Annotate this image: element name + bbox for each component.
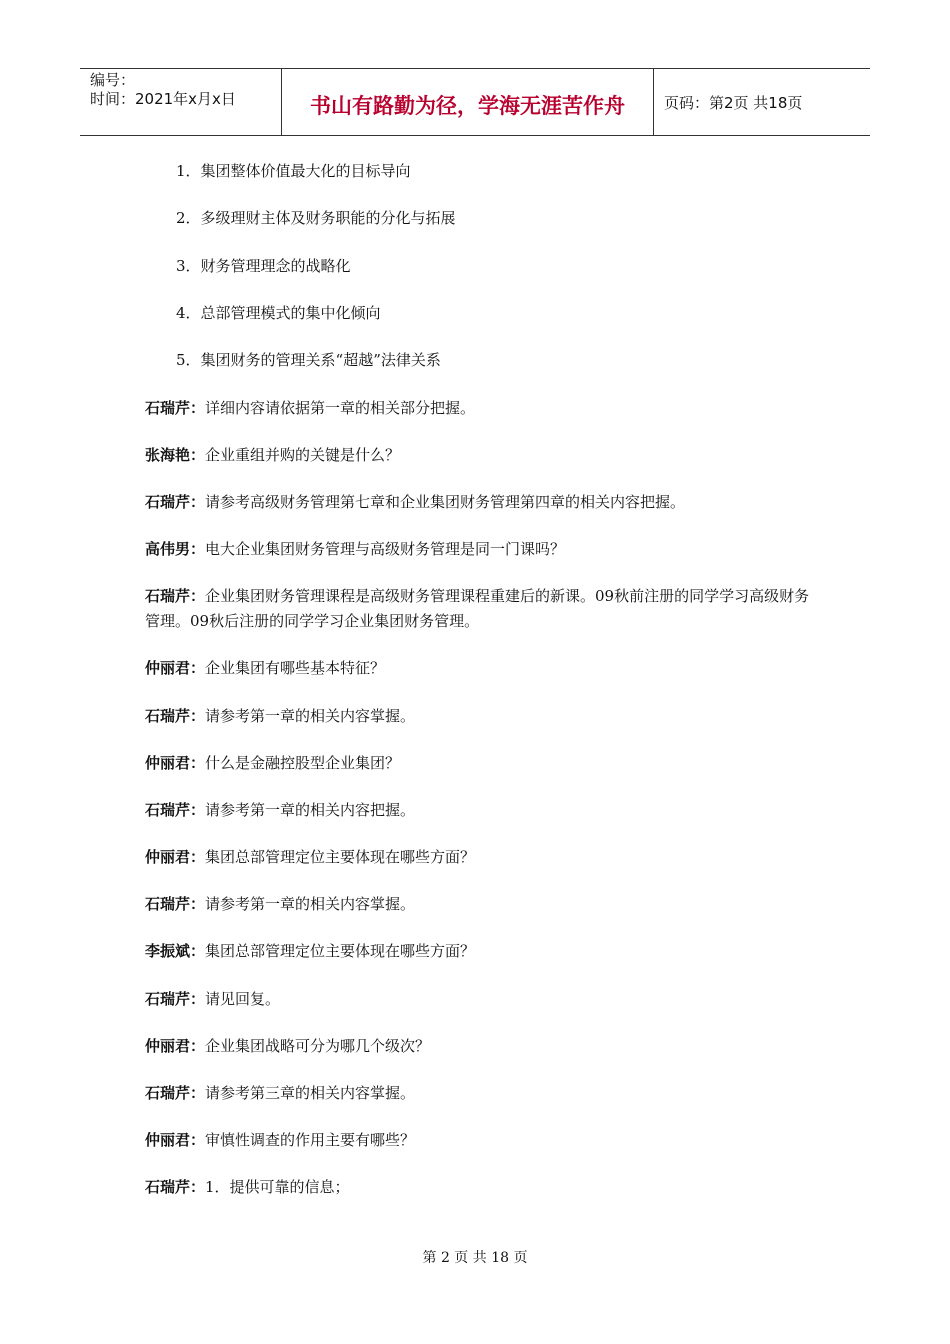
qa-entry: [145, 1036, 430, 1056]
qa-text: 请参考第三章的相关内容掌握。: [205, 1084, 416, 1102]
qa-text: 企业集团战略可分为哪几个级次？: [205, 1037, 431, 1055]
list-item: 3．财务管理理念的战略化: [176, 257, 351, 275]
list-item: 2．多级理财主体及财务职能的分化与拓展: [176, 209, 456, 227]
qa-entry: [145, 753, 400, 773]
speaker-name: 石瑞芹：: [145, 895, 206, 913]
speaker-name: 石瑞芹：: [145, 399, 206, 417]
qa-entry: [145, 398, 475, 418]
list-item: 4．总部管理模式的集中化倾向: [176, 304, 381, 322]
list-item: 1．集团整体价值最大化的目标导向: [176, 162, 411, 180]
qa-text: 什么是金融控股型企业集团？: [205, 754, 401, 772]
page-footer: 第 2 页 共 18 页: [422, 1250, 528, 1266]
speaker-name: 石瑞芹：: [145, 1084, 206, 1102]
speaker-name: 石瑞芹：: [145, 990, 206, 1008]
qa-entry: [145, 584, 810, 634]
qa-text: 请参考第一章的相关内容掌握。: [205, 895, 416, 913]
speaker-name: 仲丽君：: [145, 659, 206, 677]
speaker-name: 石瑞芹：: [145, 493, 206, 511]
qa-text: 1．提供可靠的信息；: [205, 1178, 350, 1196]
qa-entry: [145, 989, 280, 1009]
qa-entry: [145, 658, 385, 678]
qa-entry: [145, 539, 565, 559]
page-header: [80, 68, 870, 136]
time-label: 时间：2021年x月x日: [90, 90, 236, 108]
speaker-name: 仲丽君：: [145, 1131, 206, 1149]
qa-entry: [145, 847, 475, 867]
speaker-name: 李振斌：: [145, 942, 206, 960]
qa-text: 企业集团有哪些基本特征？: [205, 659, 386, 677]
qa-text: 企业集团财务管理课程是高级财务管理课程重建后的新课。09秋前注册的同学学习高级财务管理。09秋后注册的同学学习企业集团财务管理。: [145, 587, 810, 630]
qa-text: 集团总部管理定位主要体现在哪些方面？: [205, 942, 476, 960]
speaker-name: 高伟男：: [145, 540, 206, 558]
qa-entry: [145, 445, 400, 465]
qa-text: 集团总部管理定位主要体现在哪些方面？: [205, 848, 476, 866]
speaker-name: 仲丽君：: [145, 754, 206, 772]
qa-text: 请见回复。: [205, 990, 281, 1008]
qa-entry: [145, 800, 415, 820]
qa-text: 企业重组并购的关键是什么？: [205, 446, 401, 464]
speaker-name: 仲丽君：: [145, 1037, 206, 1055]
speaker-name: 仲丽君：: [145, 848, 206, 866]
qa-text: 请参考高级财务管理第七章和企业集团财务管理第四章的相关内容把握。: [205, 493, 686, 511]
header-page-info: 页码：第2页 共18页: [664, 93, 803, 112]
qa-text: 审慎性调查的作用主要有哪些？: [205, 1131, 416, 1149]
speaker-name: 张海艳：: [145, 446, 206, 464]
qa-text: 详细内容请依据第一章的相关部分把握。: [205, 399, 476, 417]
number-label: 编号：: [90, 71, 136, 89]
qa-entry: [145, 894, 415, 914]
qa-text: 电大企业集团财务管理与高级财务管理是同一门课吗？: [205, 540, 566, 558]
qa-entry: [145, 1130, 415, 1150]
qa-text: 请参考第一章的相关内容把握。: [205, 801, 416, 819]
qa-entry: [145, 1083, 415, 1103]
qa-entry: [145, 492, 685, 512]
qa-text: 请参考第一章的相关内容掌握。: [205, 707, 416, 725]
qa-entry: [145, 706, 415, 726]
qa-entry: [145, 1177, 350, 1197]
list-item: 5．集团财务的管理关系“超越”法律关系: [176, 351, 441, 369]
header-meta: [80, 69, 282, 135]
speaker-name: 石瑞芹：: [145, 1178, 206, 1196]
header-motto: 书山有路勤为径，学海无涯苦作舟: [282, 69, 654, 135]
speaker-name: 石瑞芹：: [145, 587, 206, 605]
speaker-name: 石瑞芹：: [145, 707, 206, 725]
speaker-name: 石瑞芹：: [145, 801, 206, 819]
qa-entry: [145, 941, 475, 961]
